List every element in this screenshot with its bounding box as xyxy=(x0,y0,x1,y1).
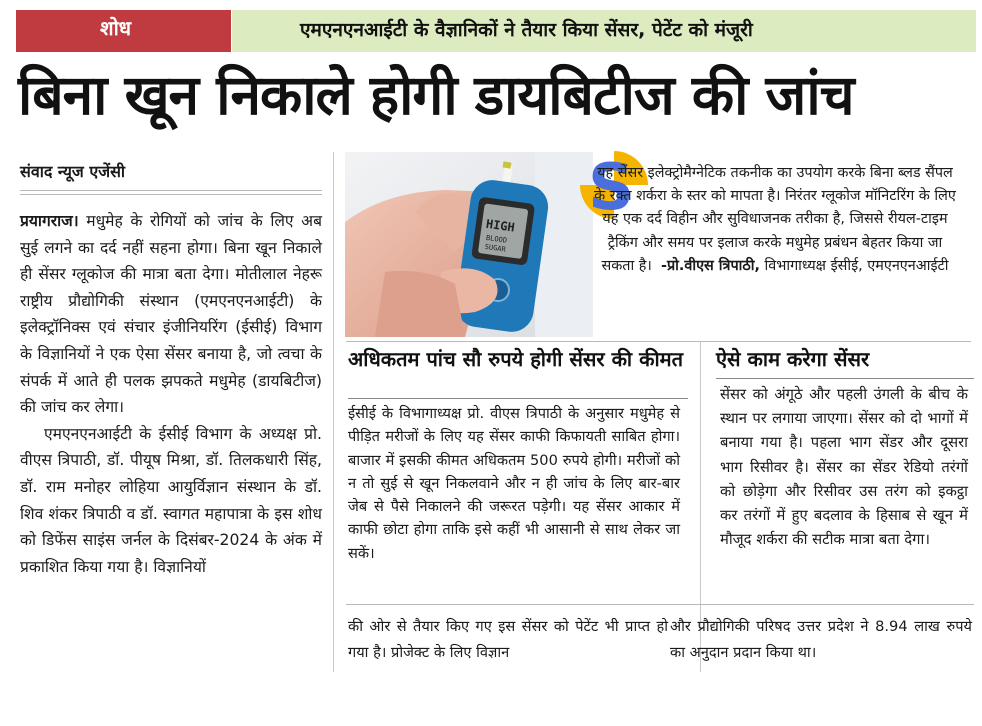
section-rule xyxy=(346,341,971,342)
article-column-1 xyxy=(20,208,322,580)
price-box-heading: अधिकतम पांच सौ रुपये होगी सेंसर की कीमत xyxy=(348,347,683,371)
quote-attribution: -प्रो.वीएस त्रिपाठी, xyxy=(661,257,760,274)
meter-text-1: HIGH xyxy=(485,216,516,235)
glucose-meter-photo xyxy=(345,152,593,337)
dateline-city: प्रयागराज। xyxy=(20,212,79,230)
byline: संवाद न्यूज एजेंसी xyxy=(20,162,126,181)
headline: बिना खून निकाले होगी डायबिटीज की जांच xyxy=(18,63,854,127)
how-heading-rule xyxy=(716,378,974,379)
byline-rule xyxy=(20,190,322,191)
logo-letter: S xyxy=(588,151,635,223)
price-heading-rule xyxy=(348,398,688,399)
section-kicker: शोध xyxy=(100,16,132,40)
article-paragraph-1 xyxy=(20,208,322,421)
paragraph-1-text: मधुमेह के रोगियों को जांच के लिए अब सुई लगने का दर्द नहीं सहना होगा। बिना खून निकाले ही सेंसर ग्लूकोज की मात्रा बता देगा। मोतीलाल नेहरू राष्ट्रीय प्रौद्योगिकी संस्थान (एमएनएनआईटी) के इलेक्ट्रॉनिक्स एवं संचार इंजीनियरिंग (ईसीई) विभाग के विज्ञानियों ने एक ऐसा सेंसर बनाया है, जो त्वचा के संपर्क में आते ही पलक झपकते मधुमेह (डायबिटीज) की जांच कर लेगा। xyxy=(20,212,322,417)
bottom-rule xyxy=(346,604,974,605)
column-divider xyxy=(333,152,334,672)
subheadline: एमएनएनआईटी के वैज्ञानिकों ने तैयार किया सेंसर, पेटेंट को मंजूरी xyxy=(300,19,753,41)
quote-designation: विभागाध्यक्ष ईसीई, एमएनएनआईटी xyxy=(759,257,949,274)
price-box-body: ईसीई के विभागाध्यक्ष प्रो. वीएस त्रिपाठी के अनुसार मधुमेह से पीड़ित मरीजों के लिए यह सेंसर काफी किफायती साबित होगा। बाजार में इसकी कीमत अधिकतम 500 रुपये होगी। मरीजों को न तो सुई से खून निकलवाने और न ही जांच के लिए बार-बार जेब से पैसे निकालने की जरूरत पड़ेगी। यह सेंसर आकार में काफी छोटा होगा ताकि इसे कहीं भी आसानी से साथ लेकर जा सकें। xyxy=(348,405,680,562)
meter-text-2: BLOOD xyxy=(485,233,508,245)
how-box-body: सेंसर को अंगूठे और पहली उंगली के बीच के स्थान पर लगाया जाएगा। सेंसर को दो भागों में बनाया गया है। पहला भाग सेंडर और दूसरा भाग रिसीवर है। सेंसर का सेंडर रेडियो तरंगों को छोड़ेगा और रिसीवर उस तरंग को इकट्ठा कर तरंगों में हुए बदलाव के हिसाब से खून में मौजूद शर्करा की सटीक मात्रा बता देगा। xyxy=(720,386,968,549)
meter-text-3: SUGAR xyxy=(484,242,507,254)
expert-quote xyxy=(594,162,956,278)
quote-text: यह सेंसर इलेक्ट्रोमैग्नेटिक तकनीक का उपयोग करके बिना ब्लड सैंपल के रक्त शर्करा के स्तर को मापता है। निरंतर ग्लूकोज मॉनिटरिंग के लिए यह एक दर्द विहीन और सुविधाजनक तरीका है, जिससे रीयल-टाइम ट्रैकिंग और समय पर इलाज करके मधुमेह प्रबंधन बेहतर किया जा सकता है। xyxy=(594,165,956,274)
article-continuation-2: और प्रौद्योगिकी परिषद उत्तर प्रदेश ने 8.94 लाख रुपये का अनुदान प्रदान किया था। xyxy=(670,618,972,661)
how-box-heading: ऐसे काम करेगा सेंसर xyxy=(716,347,870,371)
article-paragraph-2: एमएनएनआईटी के ईसीई विभाग के अध्यक्ष प्रो. वीएस त्रिपाठी, डॉ. पीयूष मिश्रा, डॉ. तिलकधारी सिंह, डॉ. राम मनोहर लोहिया आयुर्विज्ञान संस्थान के डॉ. शिव शंकर त्रिपाठी व डॉ. स्वागत महापात्रा के इस शोध को डिफेंस साइंस जर्नल के दिसंबर-2024 के अंक में प्रकाशित किया गया है। विज्ञानियों xyxy=(20,424,322,576)
byline-rule-2 xyxy=(20,194,322,195)
article-continuation-1: की ओर से तैयार किए गए इस सेंसर को पेटेंट भी प्राप्त हो गया है। प्रोजेक्ट के लिए विज्ञान xyxy=(348,618,668,661)
